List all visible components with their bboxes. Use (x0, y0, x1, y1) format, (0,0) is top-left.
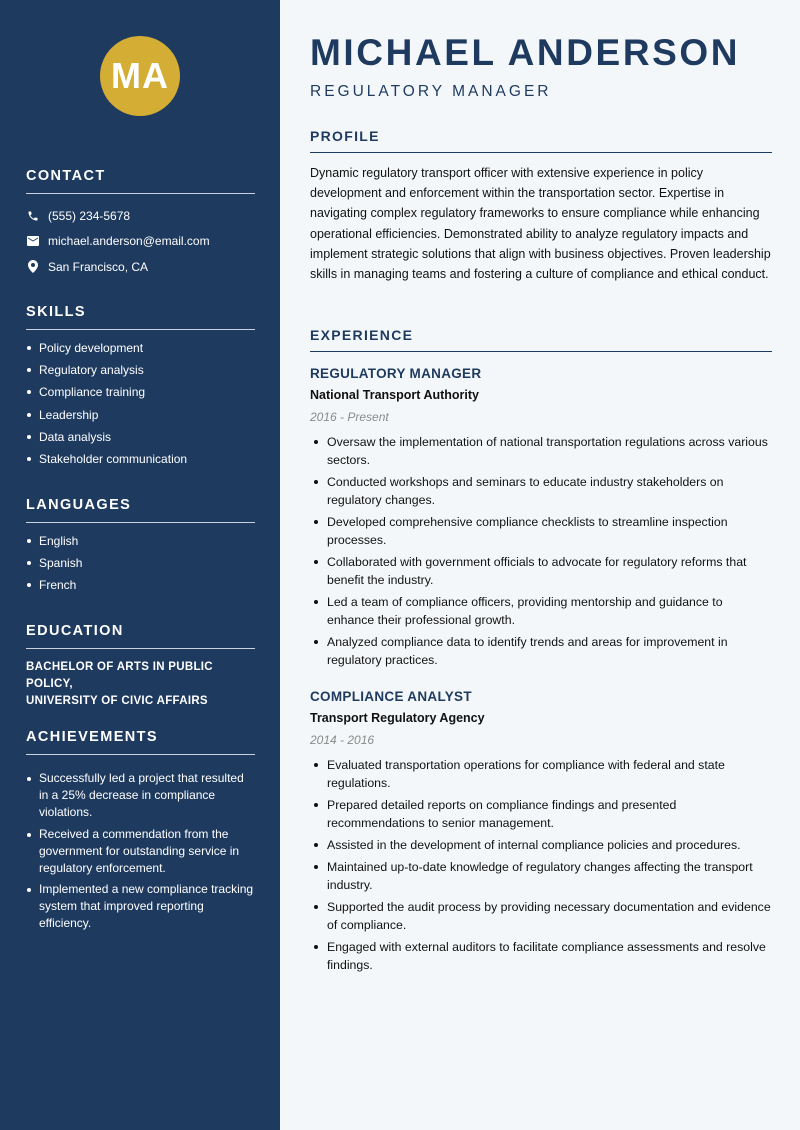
job-entry (310, 689, 772, 978)
languages-list (26, 530, 255, 597)
location-pin-icon (26, 260, 40, 274)
skill-item: Policy development (26, 337, 255, 359)
job-bullet: Oversaw the implementation of national transportation regulations across various sectors. (310, 433, 772, 469)
languages-section (26, 497, 255, 597)
job-bullet: Led a team of compliance officers, providing mentorship and guidance to enhance their professional growth. (310, 593, 772, 629)
language-item: English (26, 530, 255, 552)
skill-item: Compliance training (26, 381, 255, 403)
avatar-initials: MA (100, 36, 180, 116)
job-dates: 2014 - 2016 (310, 733, 375, 747)
job-organization: National Transport Authority (310, 388, 479, 402)
phone-icon (26, 209, 40, 223)
skills-heading: SKILLS (26, 304, 255, 330)
job-bullet: Evaluated transportation operations for compliance with federal and state regulations. (310, 756, 772, 792)
job-bullet: Assisted in the development of internal compliance policies and procedures. (310, 836, 772, 854)
achievements-heading: ACHIEVEMENTS (26, 729, 255, 755)
languages-heading: LANGUAGES (26, 497, 255, 523)
skill-item: Stakeholder communication (26, 448, 255, 470)
profile-text: Dynamic regulatory transport officer with extensive experience in policy development and enforcement within the transportation sector. Expertise in navigating complex regulatory frameworks to ensure compliance while enhancing operational efficiencies. Demonstrated ability to analyze regulatory impacts and implement strategic solutions that align with business objectives. Proven leadership skills in managing teams and fostering a culture of compliance and ethical conduct. (310, 166, 771, 282)
achievements-section (26, 729, 255, 937)
achievements-list (26, 770, 255, 932)
contact-phone-row[interactable] (26, 203, 255, 229)
sidebar (0, 0, 280, 1130)
education-degree: BACHELOR OF ARTS IN PUBLIC POLICY, (26, 661, 213, 690)
skill-item: Leadership (26, 404, 255, 426)
contact-heading: CONTACT (26, 168, 255, 194)
job-organization: Transport Regulatory Agency (310, 711, 485, 725)
skills-section (26, 304, 255, 470)
education-section (26, 623, 255, 710)
achievement-item: Received a commendation from the government for outstanding service in regulatory enforcement. (26, 826, 255, 877)
contact-phone: (555) 234-5678 (48, 208, 131, 223)
contact-email-row[interactable] (26, 229, 255, 255)
achievement-item: Successfully led a project that resulted in a 25% decrease in compliance violations. (26, 770, 255, 821)
job-bullet: Collaborated with government officials to advocate for regulatory reforms that benefit the industry. (310, 553, 772, 589)
job-title: REGULATORY MANAGER (310, 366, 482, 381)
job-bullet: Conducted workshops and seminars to educate industry stakeholders on regulatory changes. (310, 473, 772, 509)
job-bullet: Maintained up-to-date knowledge of regulatory changes affecting the transport industry. (310, 858, 772, 894)
skill-item: Regulatory analysis (26, 359, 255, 381)
skill-item: Data analysis (26, 426, 255, 448)
contact-location: San Francisco, CA (48, 259, 149, 274)
education-heading: EDUCATION (26, 623, 255, 649)
job-entry (310, 366, 772, 673)
job-bullets (310, 756, 772, 974)
candidate-name: MICHAEL ANDERSON (310, 32, 741, 73)
job-bullet: Engaged with external auditors to facilitate compliance assessments and resolve findings. (310, 938, 772, 974)
experience-heading: EXPERIENCE (310, 327, 772, 352)
profile-heading: PROFILE (310, 128, 772, 153)
achievement-item: Implemented a new compliance tracking system that improved reporting efficiency. (26, 881, 255, 932)
education-school: UNIVERSITY OF CIVIC AFFAIRS (26, 695, 208, 707)
contact-email: michael.anderson@email.com (48, 234, 210, 249)
job-bullet: Prepared detailed reports on compliance findings and presented recommendations to senior management. (310, 796, 772, 832)
candidate-title: REGULATORY MANAGER (310, 83, 552, 100)
job-bullets (310, 433, 772, 669)
job-title: COMPLIANCE ANALYST (310, 689, 472, 704)
job-bullet: Supported the audit process by providing necessary documentation and evidence of compliance. (310, 898, 772, 934)
contact-location-row (26, 254, 255, 280)
job-dates: 2016 - Present (310, 410, 389, 424)
job-bullet: Developed comprehensive compliance checklists to streamline inspection processes. (310, 513, 772, 549)
contact-section (26, 168, 255, 280)
language-item: French (26, 574, 255, 596)
email-icon (26, 234, 40, 248)
job-bullet: Analyzed compliance data to identify trends and areas for improvement in regulatory practices. (310, 633, 772, 669)
skills-list (26, 337, 255, 470)
language-item: Spanish (26, 552, 255, 574)
